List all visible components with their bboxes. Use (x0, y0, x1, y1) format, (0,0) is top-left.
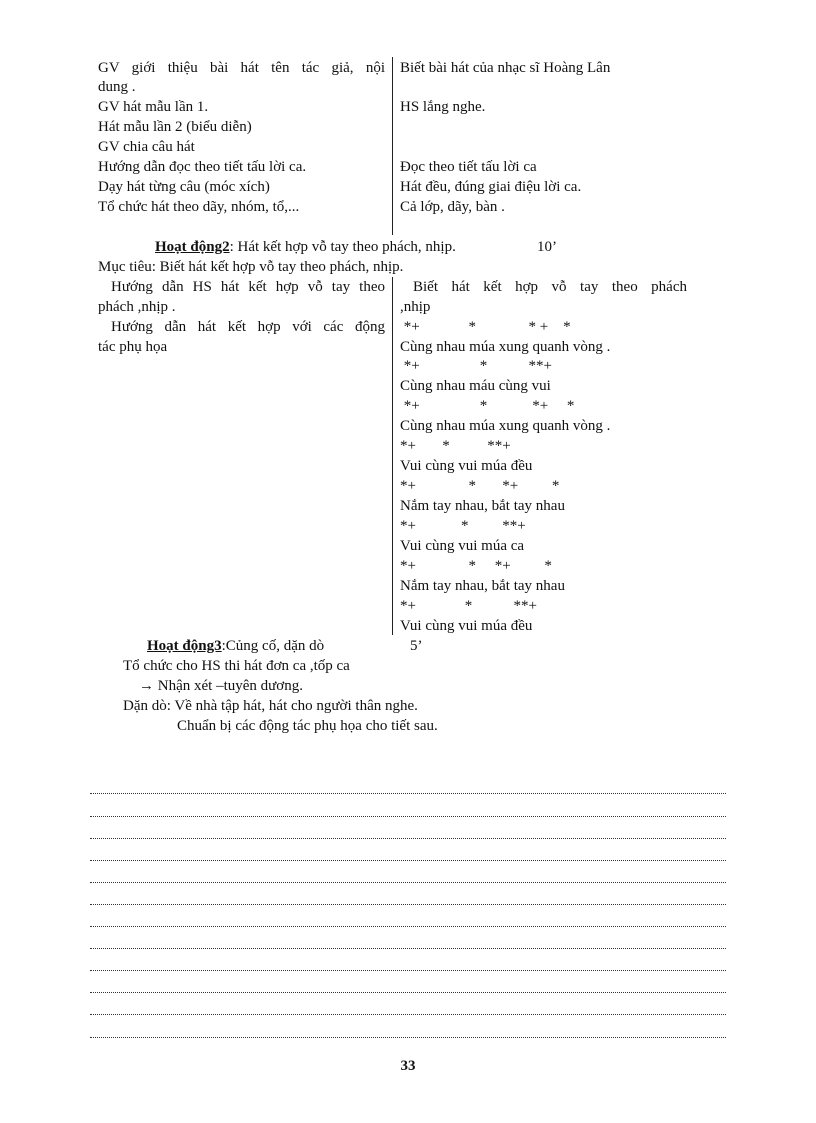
rhythm-marks: *+ * **+ (400, 518, 526, 534)
page-number: 33 (400, 1058, 416, 1074)
lyric-line: Cùng nhau múa xung quanh vòng . (400, 418, 611, 434)
activity3-heading (147, 636, 324, 656)
table1-left-line: GV giới thiệu bài hát tên tác giả, nội (98, 60, 385, 76)
rhythm-marks: *+ * * + * (400, 319, 571, 335)
activity2-desc: : Hát kết hợp vỗ tay theo phách, nhịp. (229, 239, 456, 255)
activity2-heading (155, 237, 456, 257)
table1-left-line: Hướng dẫn đọc theo tiết tấu lời ca. (98, 159, 307, 175)
column-divider-1 (392, 57, 393, 235)
rhythm-marks: *+ * *+ * (400, 478, 560, 494)
lyric-line: Nắm tay nhau, bắt tay nhau (400, 578, 565, 594)
activity3-title: Hoạt động3 (147, 638, 222, 654)
activity3-line: Dặn dò: Về nhà tập hát, hát cho người thân nghe. (123, 698, 418, 714)
dotted-writing-line (90, 904, 726, 905)
dotted-writing-line (90, 1014, 726, 1015)
rhythm-marks: *+ * **+ (400, 438, 511, 454)
lyric-line: Cùng nhau máu cùng vui (400, 378, 551, 394)
lyric-line: Vui cùng vui múa ca (400, 538, 525, 554)
dotted-writing-line (90, 860, 726, 861)
table2-right-line: Biết hát kết hợp vỗ tay theo phách (413, 279, 687, 295)
dotted-writing-line (90, 838, 726, 839)
lyric-line: Cùng nhau múa xung quanh vòng . (400, 339, 611, 355)
table2-right-line: ,nhịp (400, 299, 431, 315)
lyric-line: Nắm tay nhau, bắt tay nhau (400, 498, 565, 514)
dotted-writing-line (90, 948, 726, 949)
column-divider-2 (392, 277, 393, 635)
table1-left-line: dung . (98, 79, 136, 95)
table2-left-line: Hướng dẫn hát kết hợp với các động (111, 319, 385, 335)
table2-left-line: tác phụ họa (98, 339, 168, 355)
rhythm-marks: *+ * *+ * (400, 558, 552, 574)
table2-left-line: phách ,nhịp . (98, 299, 176, 315)
rhythm-marks: *+ * **+ (400, 598, 537, 614)
dotted-writing-line (90, 816, 726, 817)
activity3-line: → Nhận xét –tuyên dương. (139, 678, 303, 694)
dotted-writing-line (90, 793, 726, 794)
lyric-line: Vui cùng vui múa đều (400, 458, 533, 474)
activity3-desc: :Củng cố, dặn dò (221, 638, 325, 654)
activity3-time: 5’ (410, 638, 423, 654)
table1-left-line: GV hát mẫu lần 1. (98, 99, 209, 115)
activity3-line: Tổ chức cho HS thi hát đơn ca ,tốp ca (123, 658, 350, 674)
dotted-writing-line (90, 1037, 726, 1038)
table1-right-line: Đọc theo tiết tấu lời ca (400, 159, 537, 175)
table1-right-line: HS lắng nghe. (400, 99, 486, 115)
lyric-line: Vui cùng vui múa đều (400, 618, 533, 634)
activity3-line: Chuẩn bị các động tác phụ họa cho tiết sau. (177, 718, 438, 734)
table1-right-line: Hát đều, đúng giai điệu lời ca. (400, 179, 582, 195)
dotted-writing-line (90, 882, 726, 883)
table1-left-line: Dạy hát từng câu (móc xích) (98, 179, 270, 195)
rhythm-marks: *+ * *+ * (400, 398, 575, 414)
table1-left-line: Tổ chức hát theo dãy, nhóm, tổ,... (98, 199, 300, 215)
dotted-writing-line (90, 926, 726, 927)
dotted-writing-line (90, 970, 726, 971)
rhythm-marks: *+ * **+ (400, 358, 552, 374)
table1-right-line: Biết bài hát của nhạc sĩ Hoàng Lân (400, 60, 611, 76)
table1-left-line: GV chia câu hát (98, 139, 195, 155)
activity2-title: Hoạt động2 (155, 239, 230, 255)
table1-left-line: Hát mẫu lần 2 (biểu diễn) (98, 119, 252, 135)
dotted-writing-line (90, 992, 726, 993)
table1-right-line: Cả lớp, dãy, bàn . (400, 199, 505, 215)
activity2-objective: Mục tiêu: Biết hát kết hợp vỗ tay theo phách, nhịp. (98, 259, 404, 275)
table2-left-line: Hướng dẫn HS hát kết hợp vỗ tay theo (111, 279, 385, 295)
activity2-time: 10’ (537, 239, 557, 255)
